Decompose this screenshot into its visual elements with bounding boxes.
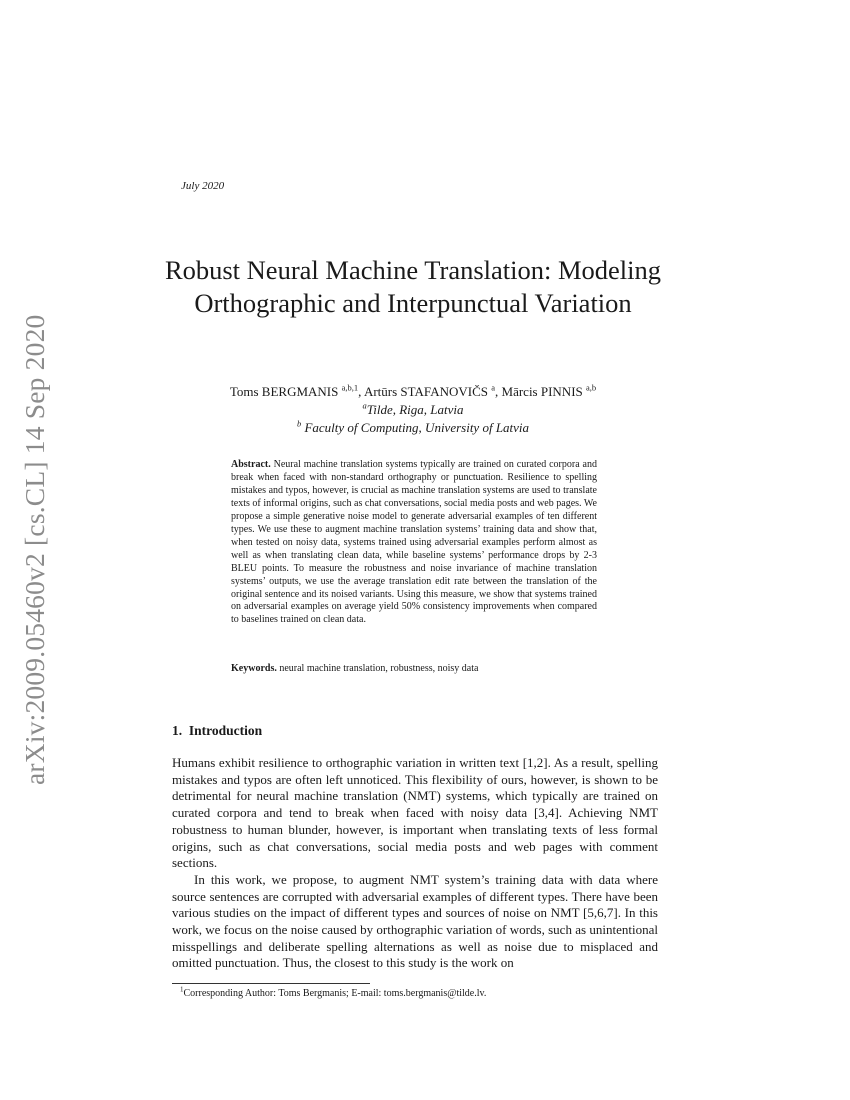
affiliation-b bbox=[160, 419, 666, 437]
affiliation-text: Tilde, Riga, Latvia bbox=[366, 402, 464, 417]
section-number: 1. bbox=[172, 723, 183, 738]
keywords bbox=[231, 662, 597, 675]
arxiv-identifier-stamp bbox=[20, 305, 50, 785]
paper-title: Robust Neural Machine Translation: Modeling Orthographic and Interpunctual Variation bbox=[164, 255, 662, 318]
section-heading bbox=[172, 723, 262, 739]
abstract-label: Abstract. bbox=[231, 459, 271, 470]
affiliation-a bbox=[160, 401, 666, 419]
affiliation-mark: b bbox=[296, 418, 302, 429]
footnote-rule bbox=[172, 983, 370, 984]
paragraph: In this work, we propose, to augment NMT system’s training data with data where source sentences are corrupted with adversarial examples of different types. There have been various studies on the impact of different types and sources of noise on NMT [5,6,7]. In this work, we focus on the noise caused by orthographic variation of words, such as unintentional misspellings and deliberate spelling alternations as well as noise due to misplaced and omitted punctuation. Thus, the closest to this study is the work on bbox=[172, 871, 658, 971]
abstract-text: Neural machine translation systems typically are trained on curated corpora and break when faced with non-standard orthography or punctuation. Resilience to spelling mistakes and typos, however, is crucial as machine translation systems are used to translate texts of informal origins, such as chat conversations, social media posts and web pages. We propose a simple generative noise model to generate adversarial examples of ten different types. We use these to augment machine translation systems’ training data and show that, when tested on noisy data, systems trained using adversarial examples perform almost as well as when translating clean data, while baseline systems’ performance drops by 2-3 BLEU points. To measure the robustness and noise invariance of machine translation systems’ outputs, we use the average translation edit rate between the translation of the original sentence and its noised variants. Using this measure, we show that systems trained on adversarial examples on average yield 50% consistency improvements when compared to baselines trained on clean data. bbox=[231, 459, 597, 626]
affiliation-text: Faculty of Computing, University of Latvia bbox=[304, 420, 530, 435]
author-list: Toms BERGMANIS $^{a,b,1}$, Artūrs STAFANOVIČS $^a$, Mārcis PINNIS $^{a,b}$ bbox=[229, 382, 597, 399]
keywords-label: Keywords. bbox=[231, 663, 277, 674]
paragraph: Humans exhibit resilience to orthographic variation in written text [1,2]. As a result, spelling mistakes and typos are often left unnoticed. This flexibility of ours, however, is shown to be detrimental for neural machine translation (NMT) systems, which typically are trained on curated corpora and tend to break when faced with noisy data [3,4]. Achieving NMT robustness to human blunder, however, is important when translating texts of less formal origins, such as chat conversations, social media posts and web pages with comment sections. bbox=[172, 755, 658, 871]
keywords-text: neural machine translation, robustness, noisy data bbox=[279, 663, 479, 674]
footnote-text: Corresponding Author: Toms Bergmanis; E-mail: toms.bergmanis@tilde.lv. bbox=[183, 988, 487, 999]
affiliation-mark: a bbox=[362, 400, 367, 411]
section-title: Introduction bbox=[188, 723, 263, 738]
abstract bbox=[231, 459, 597, 627]
author-affiliation-mark: a,b,1 bbox=[341, 382, 359, 393]
author-name: Mārcis PINNIS bbox=[501, 384, 583, 399]
footnote bbox=[180, 987, 486, 1000]
author-name: Toms BERGMANIS bbox=[229, 384, 339, 399]
footnote-mark: 1 bbox=[180, 985, 184, 994]
body-text bbox=[172, 755, 658, 972]
author-affiliation-mark: a bbox=[491, 382, 496, 393]
author-name: Artūrs STAFANOVIČS bbox=[363, 384, 488, 399]
author-affiliation-mark: a,b bbox=[586, 382, 597, 393]
publication-date: July 2020 bbox=[181, 180, 225, 192]
author-block bbox=[160, 383, 666, 437]
arxiv-identifier-text: arXiv:2009.05460v2 [cs.CL] 14 Sep 2020 bbox=[19, 314, 50, 785]
